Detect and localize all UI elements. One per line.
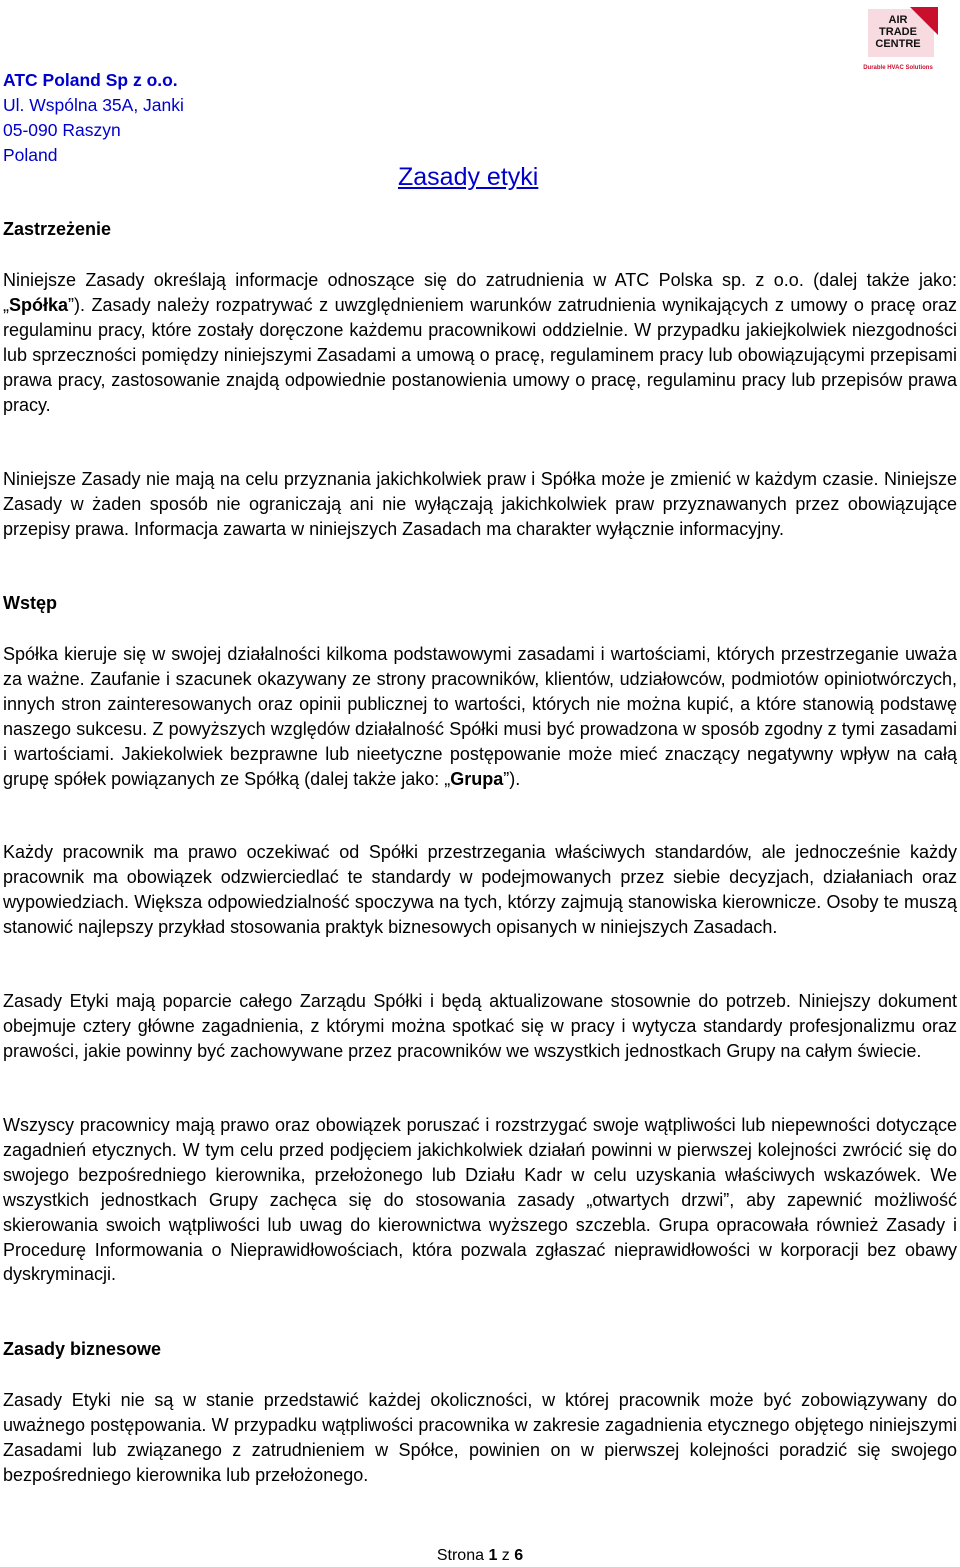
company-term: Spółka <box>9 294 69 315</box>
intro-heading: Wstęp <box>3 593 57 613</box>
current-page: 1 <box>488 1547 498 1564</box>
disclaimer-heading: Zastrzeżenie <box>3 219 112 239</box>
disclaimer-paragraph-2: Niniejsze Zasady nie mają na celu przyznania jakichkolwiek praw i Spółka może je zmienić w każdym czasie. Niniejsze Zasady w żaden sposób nie ograniczają ani nie wyłączają jakichkolwiek praw przyznawanych przez obowiązujące przepisy prawa. Informacja zawarta w niniejszych Zasadach ma charakter wyłącznie informacyjny. <box>3 469 957 539</box>
intro-paragraph-4: Wszyscy pracownicy mają prawo oraz obowiązek poruszać i rozstrzygać swoje wątpliwości lub niepewności dotyczące zagadnień etycznych. W tym celu przed podjęciem jakichkolwiek działań powinni w pierwszej kolejności zwrócić się do swojego bezpośredniego kierownika, przełożonego lub Działu Kadr w celu uzyskania właściwych wskazówek. We wszystkich jednostkach Grupy zachęca się do stosowania zasady „otwartych drzwi”, aby zapewnić możliwość skierowania swoich wątpliwości lub uwag do kierownictwa wyższego szczebla. Grupa opracowała również Zasady i Procedurę Informowania o Nieprawidłowościach, która pozwala zgłaszać nieprawidłowości w korporacji bez obawy dyskryminacji. <box>3 1115 957 1285</box>
logo-line3: CENTRE <box>875 38 921 50</box>
page-footer: Strona 1 z 6 <box>436 1547 524 1564</box>
address-block <box>3 68 184 168</box>
group-term: Grupa <box>450 768 504 789</box>
business-heading: Zasady biznesowe <box>3 1339 162 1359</box>
logo-line2: TRADE <box>879 26 917 38</box>
country: Poland <box>3 145 58 165</box>
disclaimer-paragraph-1: Niniejsze Zasady określają informacje odnoszące się do zatrudnienia w ATC Polska sp. z o.o. (dalej także jako: „Spółka”). Zasady należy rozpatrywać z uwzględnieniem warunków zatrudnienia wynikających z umowy o pracę oraz regulaminu pracy, które zostały doręczone każdemu pracownikowi oddzielnie. W przypadku jakiejkolwiek niezgodności lub sprzeczności pomiędzy niniejszymi Zasadami a umową o pracę, regulaminem pracy lub obowiązującymi przepisami prawa pracy, zastosowanie znajdą odpowiednie postanowienia umowy o pracę, regulaminu pracy lub przepisów prawa pracy. <box>3 270 957 415</box>
air-trade-centre-logo <box>850 5 950 75</box>
intro-paragraph-3: Zasady Etyki mają poparcie całego Zarządu Spółki i będą aktualizowane stosownie do potrzeb. Niniejszy dokument obejmuje cztery główne zagadnienia, z którymi można spotkać się w pracy i wytycza standardy profesjonalizmu oraz prawości, jakie powinny być zachowywane przez pracowników we wszystkich jednostkach Grupy na całym świecie. <box>3 991 957 1061</box>
logo-tagline: Durable HVAC Solutions <box>863 65 933 71</box>
company-name: ATC Poland Sp z o.o. <box>3 70 178 90</box>
business-paragraph-1: Zasady Etyki nie są w stanie przedstawić każdej okoliczności, w której pracownik może być zobowiązywany do uważnego postępowania. W przypadku wątpliwości pracownika w zakresie zagadnienia etycznego objętego niniejszymi Zasadami lub związanego z zatrudnieniem w Spółce, powinien on w pierwszej kolejności poradzić się swojego bezpośredniego kierownika lub przełożonego. <box>3 1390 957 1485</box>
logo-line1: AIR <box>888 14 908 26</box>
total-pages: 6 <box>514 1547 524 1564</box>
postal-address: 05-090 Raszyn <box>3 120 121 140</box>
intro-paragraph-1: Spółka kieruje się w swojej działalności kilkoma podstawowymi zasadami i wartościami, których przestrzeganie uważa za ważne. Zaufanie i szacunek okazywany ze strony pracowników, klientów, udziałowców, podmiotów opiniotwórczych, innych stron zainteresowanych oraz opinii publicznej to wartości, których nie można kupić, a które stanowią podstawę naszego sukcesu. Z powyższych względów działalność Spółki musi być prowadzona w sposób zgodny z tymi zasadami i wartościami. Jakiekolwiek bezprawne lub nieetyczne postępowanie może mieć znaczący negatywny wpływ na całą grupę spółek powiązanych ze Spółką (dalej także jako: „Grupa”). <box>3 644 957 789</box>
street-address: Ul. Wspólna 35A, Janki <box>3 95 184 115</box>
intro-paragraph-2: Każdy pracownik ma prawo oczekiwać od Spółki przestrzegania właściwych standardów, ale jednocześnie każdy pracownik ma obowiązek odzwierciedlać te standardy w podejmowanych przez siebie decyzjach, działaniach oraz wypowiedziach. Większa odpowiedzialność spoczywa na tych, którzy zajmują stanowiska kierownicze. Osoby te muszą stanowić najlepszy przykład stosowania praktyk biznesowych opisanych w niniejszych Zasadach. <box>3 842 957 937</box>
document-title: Zasady etyki <box>398 163 539 191</box>
